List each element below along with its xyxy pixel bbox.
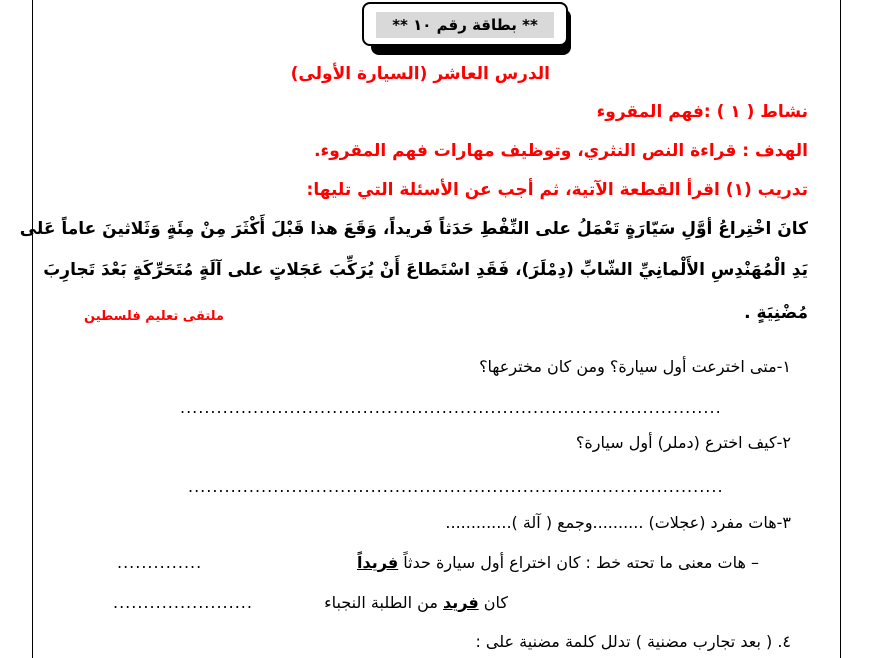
question-3-sentence-prefix: كان	[478, 593, 508, 612]
answer-line-3[interactable]: ..............	[117, 553, 203, 572]
passage-line-2: يَدِ الْمُهَنْدِسِ الأَلْمانِيِّ الشّابِّ (دِمْلَرَ)، فَقَدِ اسْتَطاعَ أَنْ يُرَكِّبَ عَجَلاتٍ على آلَةٍ مُتَحَرِّكَةٍ بَعْدَ تَجارِبَ	[43, 260, 808, 280]
answer-line-2[interactable]: ........................................................................................	[188, 477, 724, 496]
lesson-title: الدرس العاشر (السيارة الأولى)	[290, 64, 550, 84]
underlined-word-fareedan: فريداً	[357, 553, 399, 572]
question-3-sentence-suffix: من الطلبة النجباء	[324, 593, 443, 612]
question-3-meaning-prefix: – هات معنى ما تحته خط : كان اختراع أول سيارة حدثاً	[398, 553, 759, 572]
passage-line-3: مُضْنِيَةٍ .	[744, 303, 808, 323]
passage-line-1: كانَ اخْتِراعُ أوَّلِ سَيّارَةٍ تَعْمَلُ على النِّفْطِ حَدَثاً فَريداً، وَقَعَ هذا قَبْلَ أَكْثَرَ مِنْ مِئَةٍ وَثَلاثينَ عاماً عَلى	[19, 219, 808, 239]
activity-label: نشاط ( ١ ) :فهم المقروء	[596, 102, 808, 122]
page-border-left	[32, 0, 33, 658]
question-3-sentence	[324, 593, 508, 612]
question-1: ١-متى اخترعت أول سيارة؟ ومن كان مخترعها؟	[479, 357, 791, 376]
answer-line-1[interactable]: .........................................................................................	[180, 398, 722, 417]
card-title: ** بطاقة رقم ١٠ **	[376, 12, 554, 38]
question-4: ٤. ( بعد تجارب مضنية ) تدلل كلمة مضنية على :	[475, 632, 791, 651]
question-3: ٣-هات مفرد (عجلات) ..........وجمع ( آلة ).............	[445, 513, 791, 532]
card-header	[362, 2, 568, 46]
training-instruction: تدريب (١) اقرأ القطعة الآتية، ثم أجب عن الأسئلة التي تليها:	[306, 180, 808, 200]
question-2: ٢-كيف اخترع (دملر) أول سيارة؟	[575, 433, 791, 452]
page-border-right	[840, 0, 841, 658]
goal-text: الهدف : قراءة النص النثري، وتوظيف مهارات فهم المقروء.	[314, 141, 808, 161]
question-3-meaning	[357, 553, 759, 572]
answer-line-4[interactable]: .......................	[113, 593, 253, 612]
underlined-word-fareed: فريد	[442, 593, 479, 612]
forum-watermark: ملتقى تعليم فلسطين	[84, 309, 224, 324]
